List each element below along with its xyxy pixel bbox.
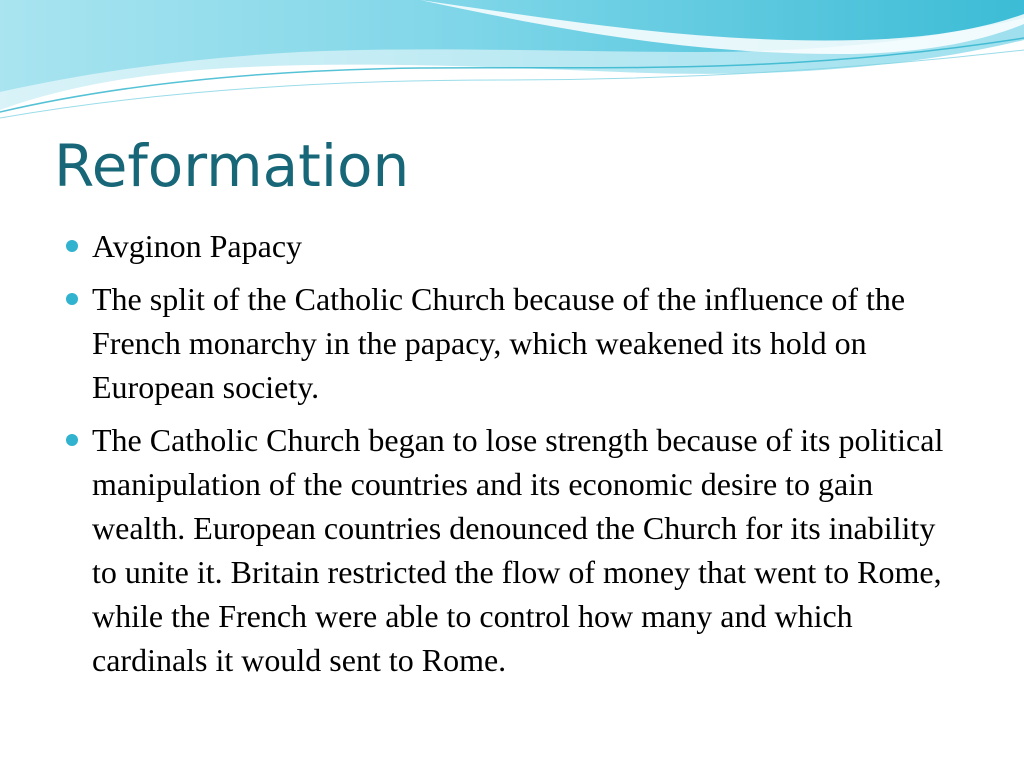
bullet-text: Avginon Papacy xyxy=(92,228,303,264)
bullet-dot-icon xyxy=(66,293,78,305)
bullet-text: The Catholic Church began to lose strength because of its political manipulation of the countries and its economic desire to gain wealth. European countries denounced the Church for its inability to unite it. Britain restricted the flow of money that went to Rome, while the French were able to control how many and which cardinals it would sent to Rome. xyxy=(92,422,944,678)
bullet-list xyxy=(62,224,962,691)
bullet-item xyxy=(62,224,962,268)
bullet-text: The split of the Catholic Church because of the influence of the French monarchy in the papacy, which weakened its hold on European society. xyxy=(92,281,906,405)
bullet-item xyxy=(62,277,962,409)
bullet-dot-icon xyxy=(66,434,78,446)
bullet-item xyxy=(62,418,962,682)
bullet-dot-icon xyxy=(66,240,78,252)
slide-title: Reformation xyxy=(54,132,410,200)
header-wave-decoration xyxy=(0,0,1024,130)
